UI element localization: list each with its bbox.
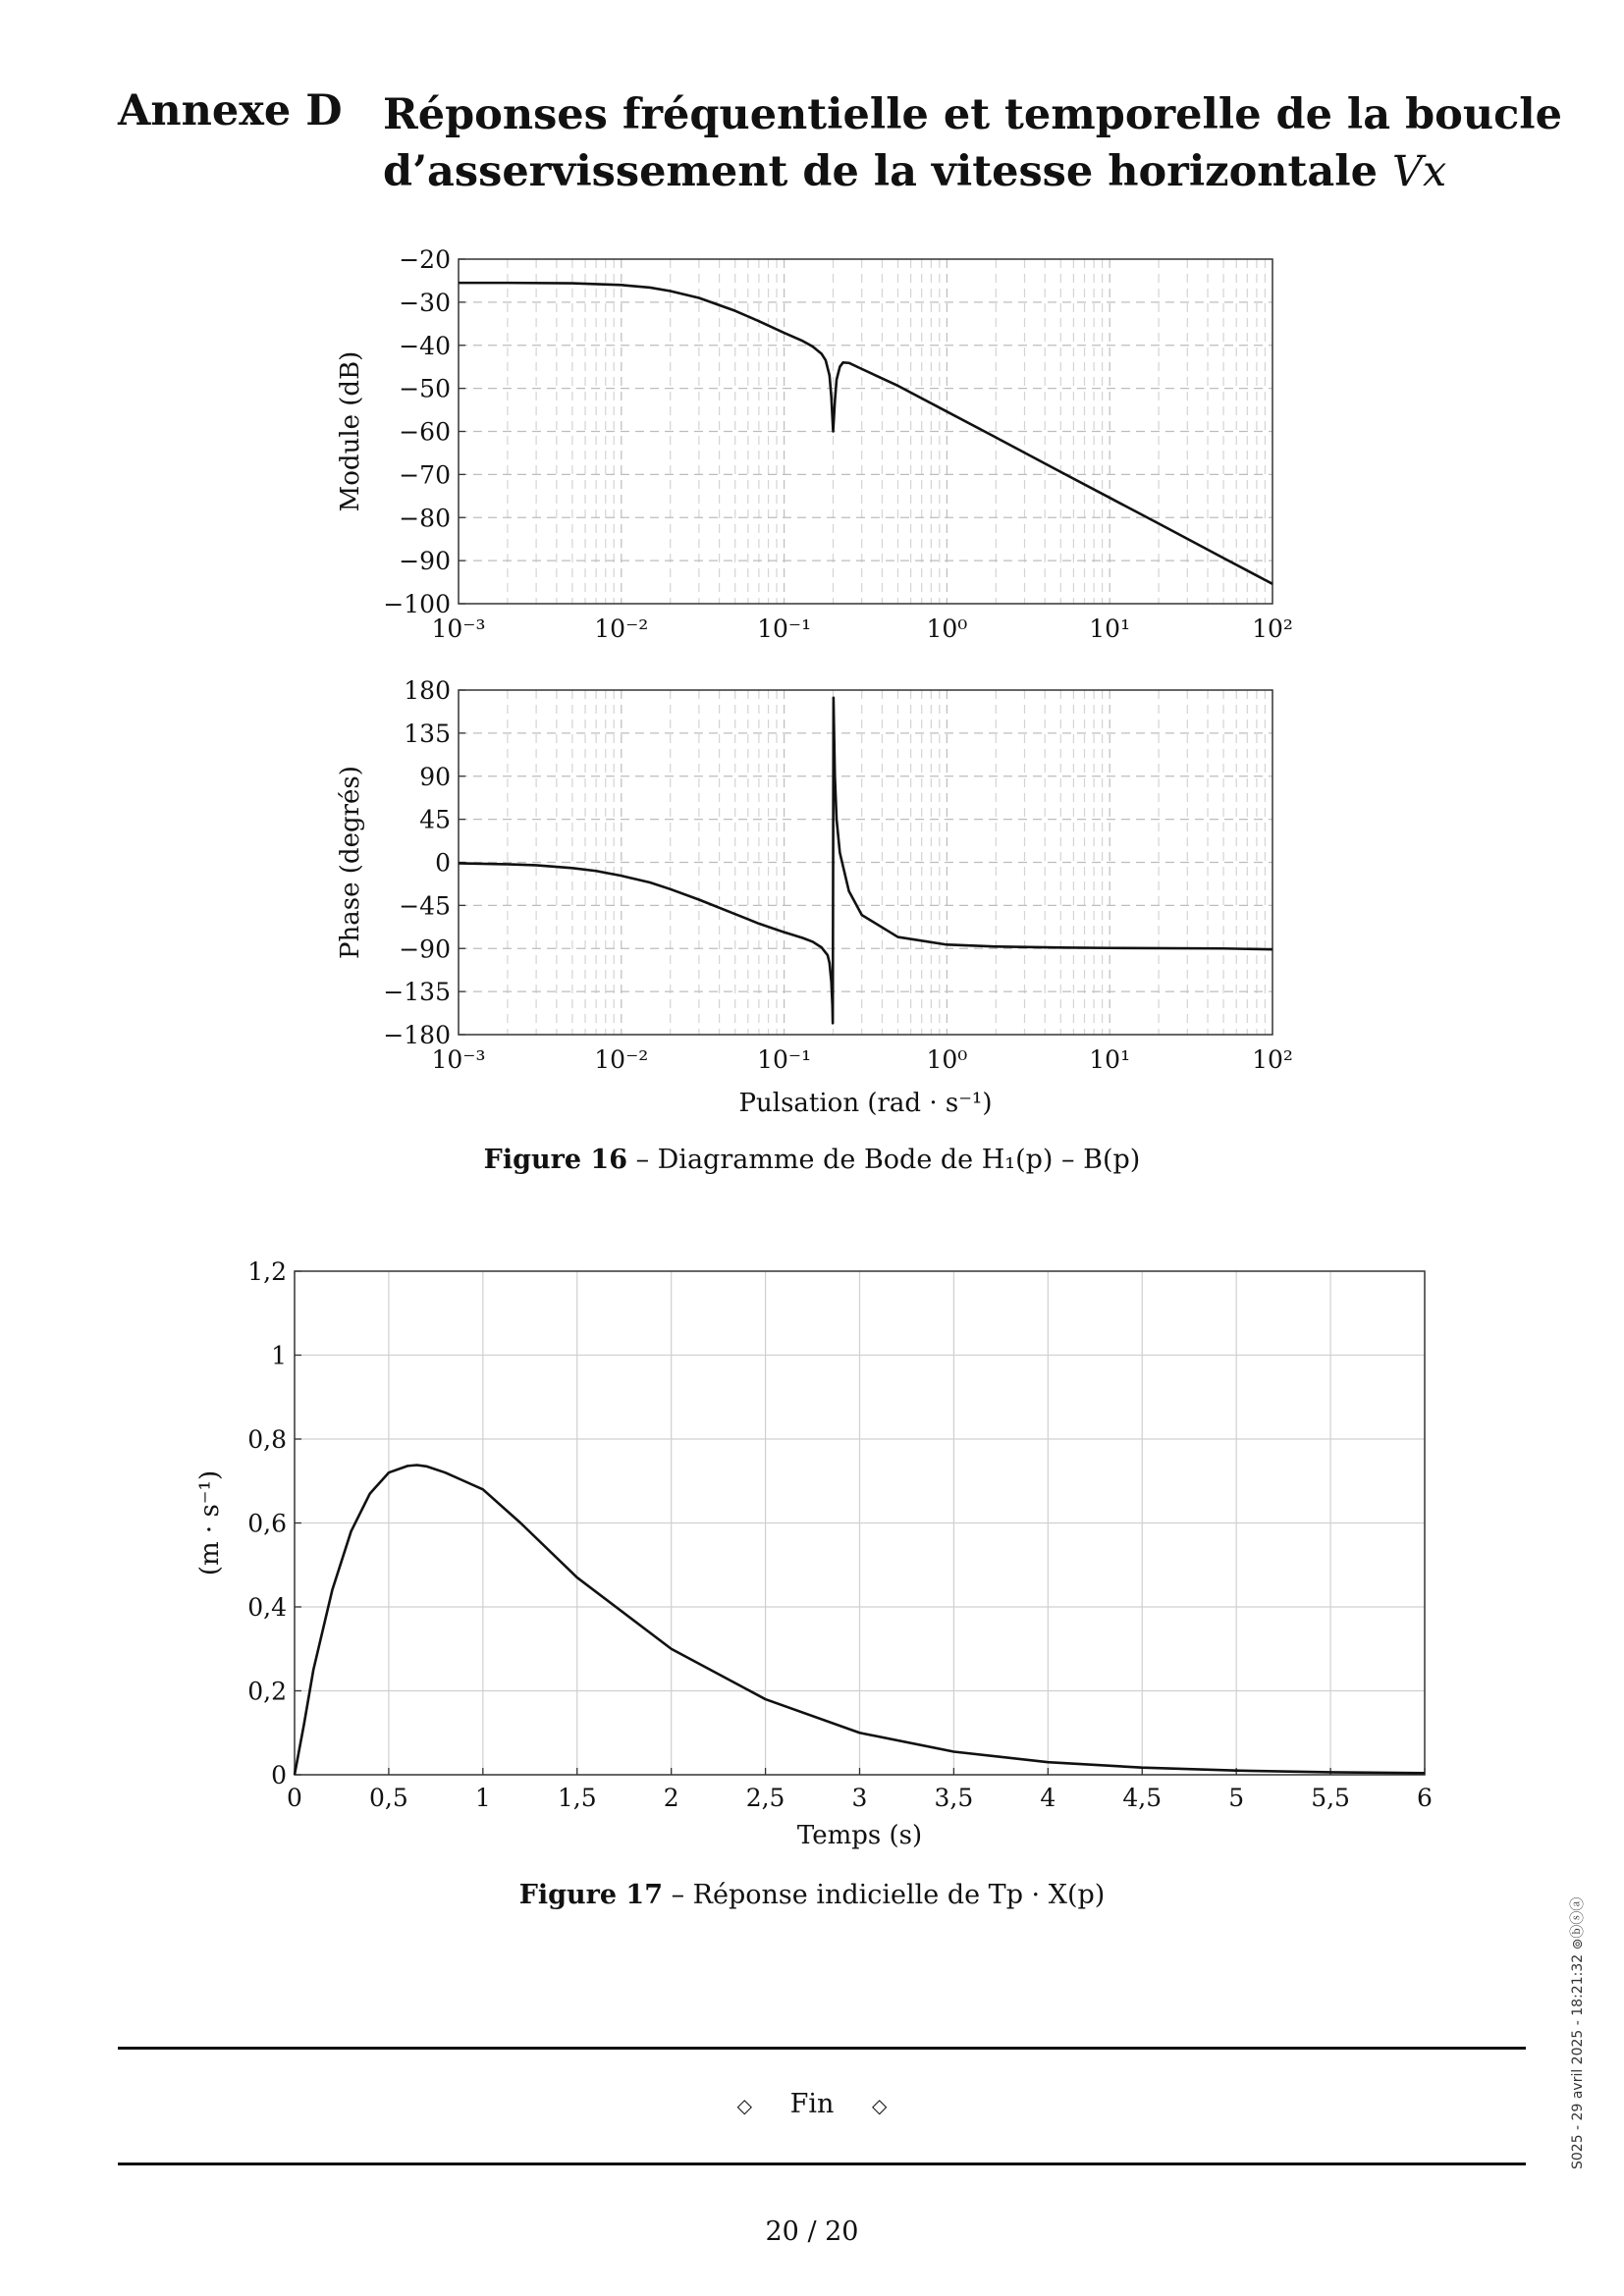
fin-label: Fin	[789, 2089, 835, 2119]
bode-module-xtick-label: 10⁰	[926, 614, 968, 643]
side-stamp: S025 - 29 avril 2025 - 18:21:32 ⊚ⓑⓢⓐ	[1570, 1896, 1586, 2169]
step-response-xtick-label: 4	[1040, 1784, 1056, 1812]
bode-phase-ytick-label: 45	[419, 805, 451, 834]
bode-phase-xtick-label: 10⁻¹	[757, 1045, 812, 1074]
bode-phase-ytick-label: −90	[399, 934, 451, 964]
bode-phase-xlabel: Pulsation (rad · s⁻¹)	[738, 1089, 993, 1118]
bode-module-ytick-label: −20	[399, 245, 451, 274]
footer-rule-bottom	[118, 2163, 1526, 2165]
step-response-xtick-label: 4,5	[1122, 1784, 1163, 1812]
annex-title-text: Réponses fréquentielle et temporelle de la boucle d’asservissement de la vitesse horizontale	[383, 90, 1562, 196]
bode-phase-xtick-label: 10⁻²	[594, 1045, 649, 1074]
bode-module-xtick-label: 10⁻¹	[757, 614, 812, 643]
step-response-xtick-label: 3,5	[934, 1784, 974, 1812]
figure17-caption-text: – Réponse indicielle de Tp · X(p)	[671, 1880, 1106, 1910]
diamond-icon: ◇	[736, 2094, 753, 2117]
footer-rule-top	[118, 2047, 1526, 2050]
bode-module-ytick-label: −50	[399, 374, 451, 403]
figure16-caption-text: – Diagramme de Bode de H₁(p) – B(p)	[635, 1145, 1141, 1175]
figure16-caption-number: Figure 16	[483, 1145, 627, 1175]
step-response-ytick-label: 0	[271, 1761, 287, 1789]
bode-phase-ytick-label: 0	[435, 848, 451, 878]
bode-phase-ytick-label: 90	[419, 762, 451, 791]
bode-phase-ytick-label: −180	[383, 1021, 451, 1049]
bode-module-xtick-label: 10²	[1252, 614, 1293, 643]
bode-module-ytick-label: −90	[399, 547, 451, 576]
step-response-ytick-label: 1,2	[247, 1257, 287, 1286]
figure17-caption-number: Figure 17	[518, 1880, 663, 1910]
step-response-xtick-label: 0	[287, 1784, 302, 1812]
bode-phase-xtick-label: 10⁰	[926, 1045, 968, 1074]
bode-module-series-line	[459, 283, 1272, 584]
bode-module-ytick-label: −70	[399, 460, 451, 490]
bode-phase-series-line	[459, 698, 1272, 1024]
bode-module-xtick-label: 10¹	[1089, 614, 1131, 643]
bode-module-ytick-label: −30	[399, 288, 451, 317]
bode-module-ytick-label: −80	[399, 504, 451, 533]
step-response-xtick-label: 6	[1417, 1784, 1433, 1812]
figure17-caption	[0, 1880, 1624, 1910]
bode-module-ylabel: Module (dB)	[336, 350, 365, 512]
step-response-xtick-label: 3	[851, 1784, 868, 1812]
bode-module-ytick-label: −100	[383, 590, 451, 618]
bode-phase-xtick-label: 10¹	[1089, 1045, 1131, 1074]
bode-phase-ylabel: Phase (degrés)	[336, 766, 365, 959]
bode-module-xtick-label: 10⁻²	[594, 614, 649, 643]
step-response-ytick-label: 0,2	[247, 1677, 287, 1706]
bode-phase-xtick-label: 10²	[1252, 1045, 1293, 1074]
step-response-ytick-label: 1	[271, 1341, 287, 1370]
footer-fin	[0, 2089, 1624, 2119]
step-response-xlabel: Temps (s)	[796, 1821, 923, 1850]
step-response-xtick-label: 0,5	[369, 1784, 408, 1812]
bode-module-xtick-label: 10⁻³	[431, 614, 486, 643]
step-response-ytick-label: 0,4	[247, 1593, 287, 1622]
step-response-ylabel: (m · s⁻¹)	[195, 1469, 225, 1576]
step-response-xtick-label: 2	[663, 1784, 679, 1812]
bode-phase-ytick-label: −45	[399, 891, 451, 921]
step-response-xtick-label: 2,5	[745, 1784, 785, 1812]
step-response-xtick-label: 1	[474, 1784, 491, 1812]
step-response-xtick-label: 5	[1228, 1784, 1245, 1812]
bode-phase-xtick-label: 10⁻³	[431, 1045, 486, 1074]
bode-phase-ytick-label: −135	[383, 978, 451, 1007]
step-response-ytick-label: 0,8	[247, 1425, 287, 1454]
page-number: 20 / 20	[765, 2216, 859, 2247]
figure16-caption	[0, 1145, 1624, 1175]
bode-phase-ytick-label: 135	[404, 719, 451, 748]
step-response-ytick-label: 0,6	[247, 1509, 287, 1538]
annex-title-variable: Vx	[1391, 147, 1447, 196]
bode-module-ytick-label: −60	[399, 417, 451, 447]
annex-label: Annexe D	[118, 86, 343, 135]
step-response-xtick-label: 1,5	[557, 1784, 597, 1812]
bode-phase-ytick-label: 180	[404, 676, 451, 705]
diamond-icon: ◇	[871, 2094, 888, 2117]
bode-module-ytick-label: −40	[399, 331, 451, 360]
step-response-xtick-label: 5,5	[1311, 1784, 1350, 1812]
